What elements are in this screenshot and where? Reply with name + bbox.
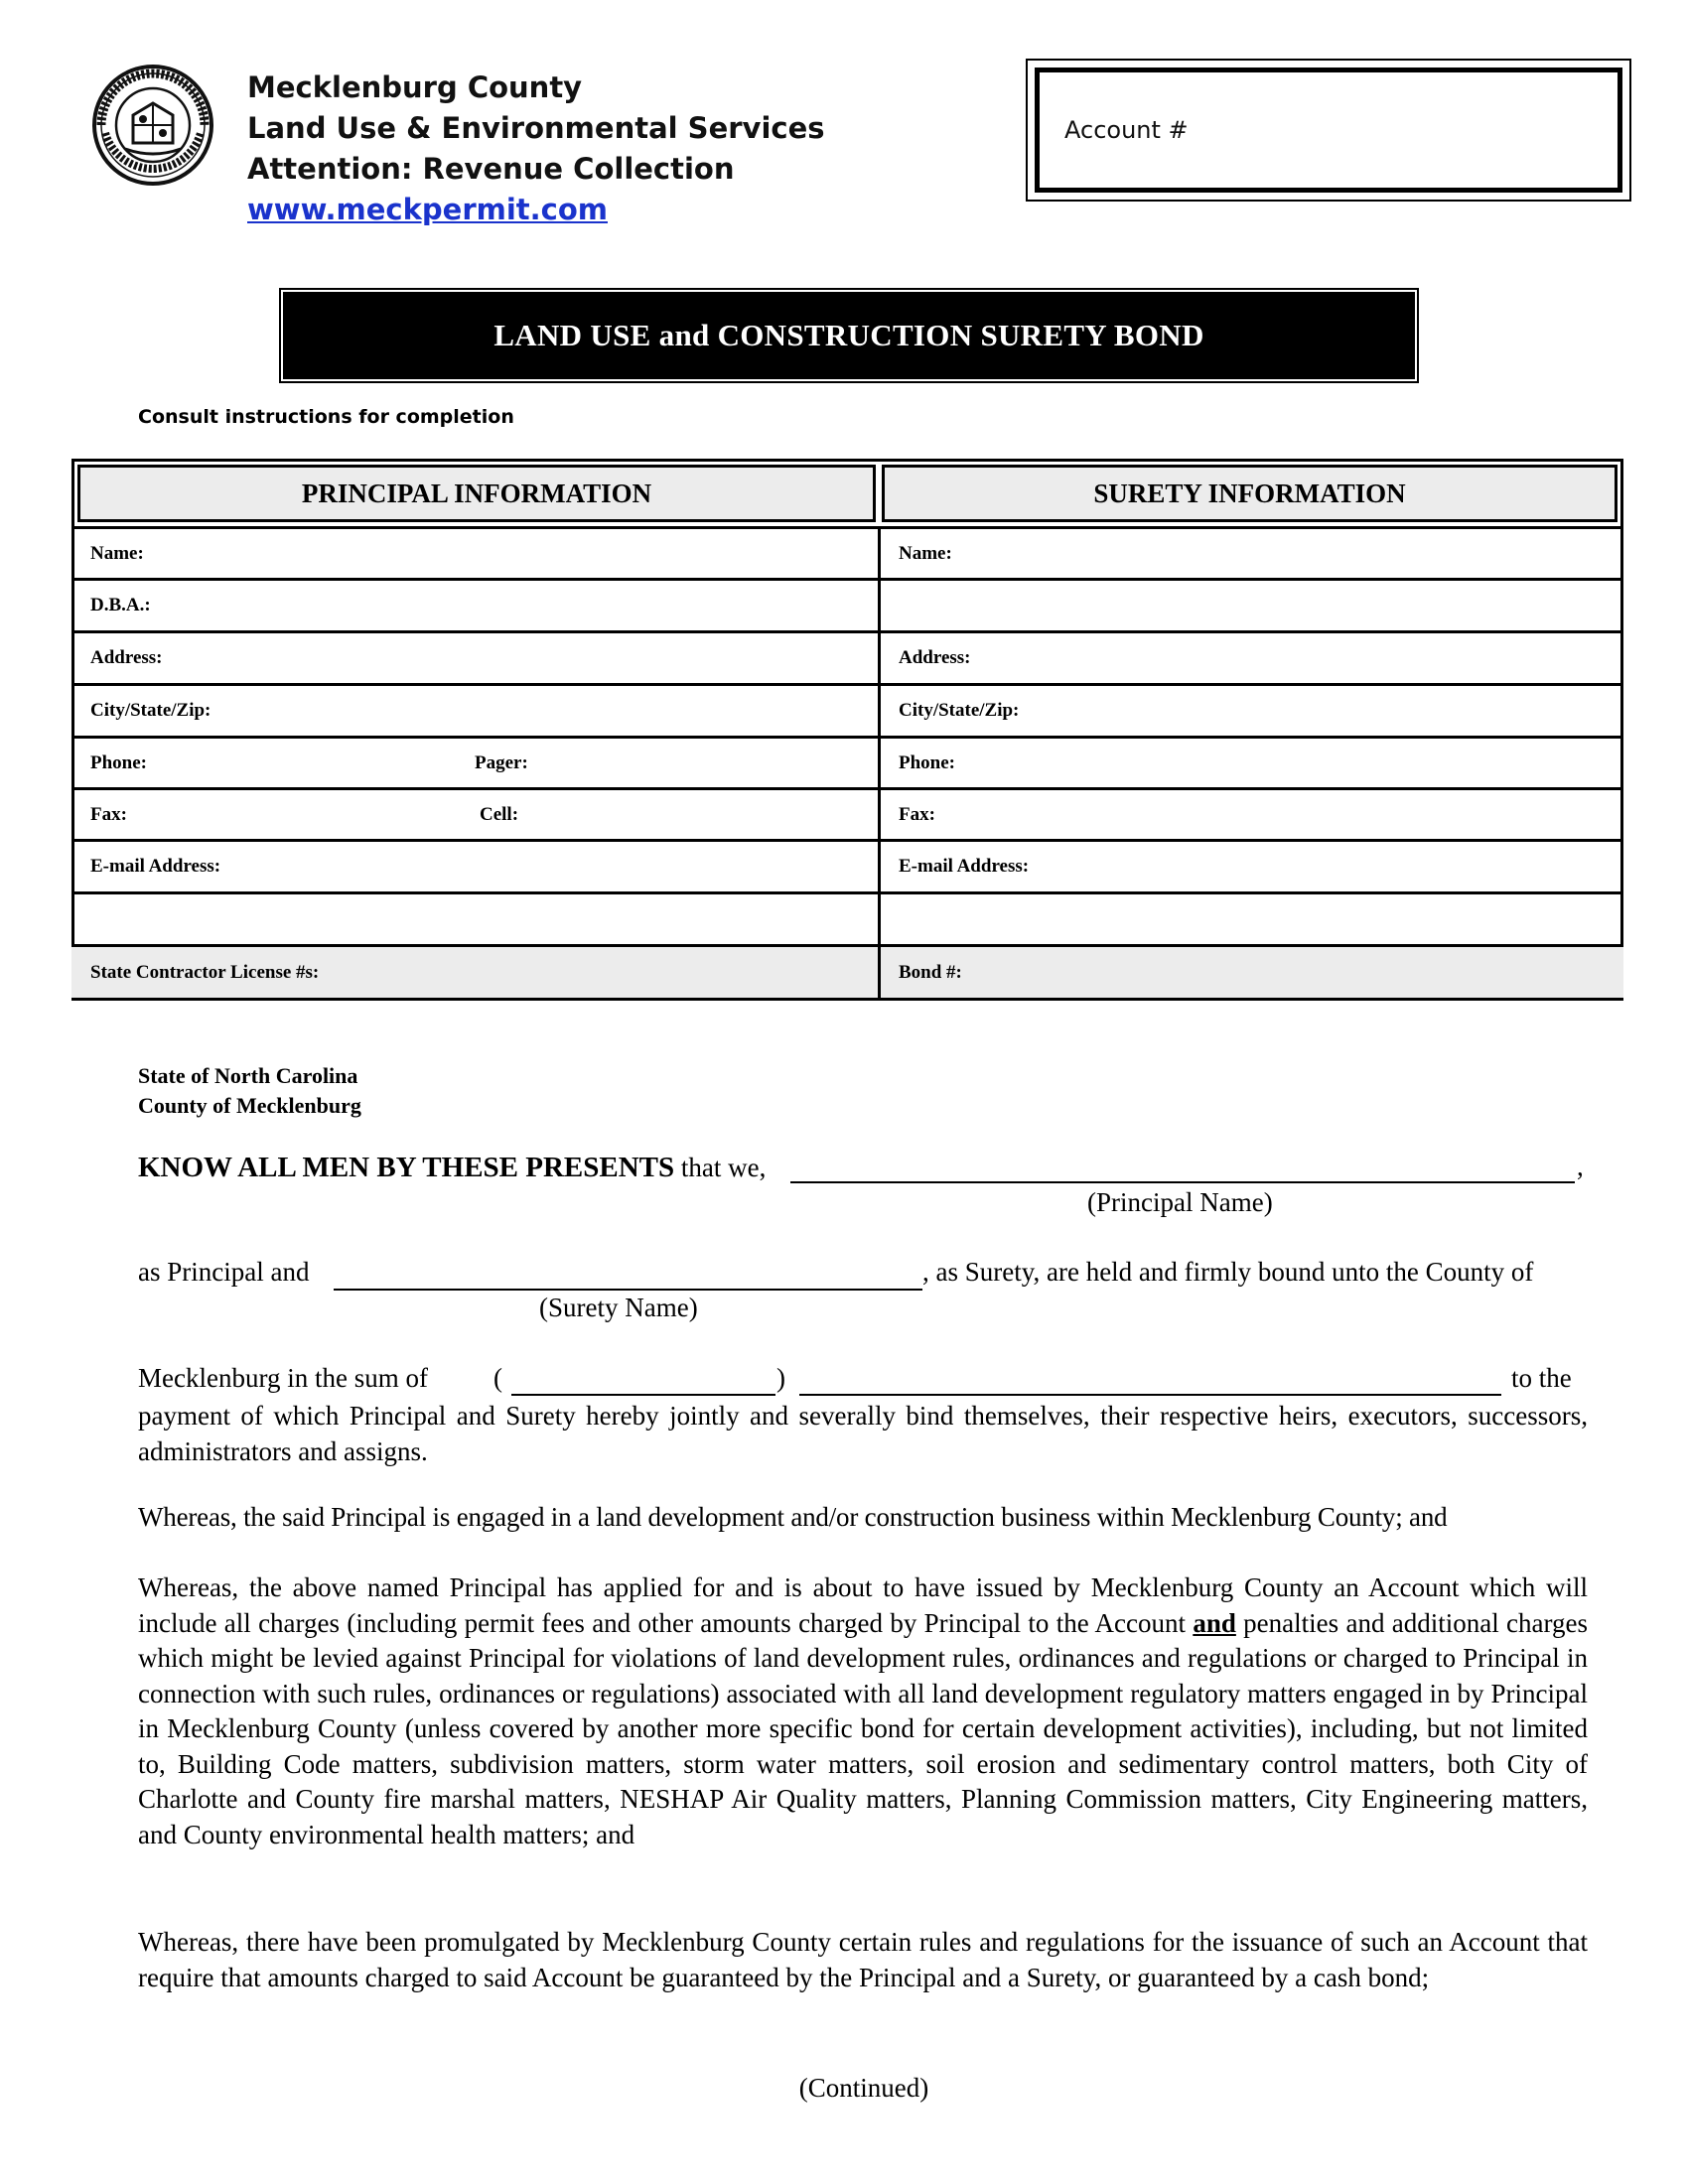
payment-paragraph: payment of which Principal and Surety hereby jointly and severally bind themselves, their respective heirs, executors, successors, administrators and assigns.	[138, 1401, 1588, 1466]
org-name: Mecklenburg County	[247, 70, 583, 104]
form-title-bar	[283, 292, 1415, 379]
bond-number-field[interactable]: Bond #:	[878, 947, 1623, 998]
principal-name-caption: (Principal Name)	[1087, 1187, 1273, 1217]
principal-info-heading: PRINCIPAL INFORMATION	[77, 465, 876, 522]
surety-name-blank[interactable]	[334, 1289, 922, 1291]
account-number-field[interactable]	[1035, 68, 1622, 193]
surety-name-caption: (Surety Name)	[539, 1293, 698, 1322]
that-we-text: that we,	[674, 1153, 767, 1182]
principal-city-state-zip-field[interactable]: City/State/Zip:	[90, 700, 211, 721]
website-link[interactable]: www.meckpermit.com	[247, 193, 608, 226]
surety-email-continued-field[interactable]	[878, 894, 1623, 944]
whereas-paragraph-2: Whereas, the above named Principal has applied for and is about to have issued by Mecklenburg County an Account which will include all charges (including permit fees and other amounts charged by Principal to the Account and penalties and additional charges which might be levied against Principal for violations of land development rules, ordinances and regulations or charged to Principal in connection with such rules, ordinances or regulations) associated with all land development regulatory matters engaged in by Principal in Mecklenburg County (unless covered by another more specific bond for certain development activities), including, but not limited to, Building Code matters, subdivision matters, storm water matters, soil erosion and sedimentary control matters, both City of Charlotte and County fire marshal matters, NESHAP Air Quality matters, Planning Commission matters, City Engineering matters, and County environmental health matters; and	[138, 1572, 1588, 1849]
principal-cell-field[interactable]: Cell:	[480, 803, 519, 825]
whereas-paragraph-1: Whereas, the said Principal is engaged in a land development and/or construction business within Mecklenburg County; and	[138, 1502, 1448, 1532]
form-title: LAND USE and CONSTRUCTION SURETY BOND	[493, 318, 1204, 352]
close-paren: )	[776, 1363, 785, 1393]
as-surety-text: , as Surety, are held and firmly bound unto the County of	[922, 1257, 1534, 1287]
county-name: County of Mecklenburg	[138, 1093, 361, 1118]
open-paren: (	[493, 1363, 502, 1393]
mecklenburg-sum-text: Mecklenburg in the sum of	[138, 1363, 428, 1393]
table-row	[71, 736, 1623, 787]
comma-text: ,	[1577, 1152, 1584, 1181]
as-principal-text: as Principal and	[138, 1257, 310, 1287]
table-row	[71, 944, 1623, 998]
principal-address-field[interactable]: Address:	[90, 647, 163, 668]
principal-name-blank[interactable]	[790, 1181, 1575, 1183]
surety-name-field[interactable]: Name:	[878, 529, 1623, 578]
account-number-box	[1026, 59, 1631, 202]
surety-phone-field[interactable]: Phone:	[878, 739, 1623, 787]
surety-email-field[interactable]: E-mail Address:	[878, 842, 1623, 891]
surety-address-field[interactable]: Address:	[878, 633, 1623, 683]
table-row	[71, 787, 1623, 839]
surety-city-state-zip-field[interactable]: City/State/Zip:	[878, 686, 1623, 736]
table-row	[71, 526, 1623, 578]
principal-email-field[interactable]: E-mail Address:	[90, 856, 221, 877]
to-the-text: to the	[1511, 1363, 1572, 1393]
emphasis-and: and	[1193, 1607, 1236, 1638]
principal-name-field[interactable]: Name:	[90, 542, 144, 564]
org-attention: Attention: Revenue Collection	[247, 152, 735, 186]
principal-pager-field[interactable]: Pager:	[475, 751, 528, 773]
table-row	[71, 891, 1623, 944]
surety-fax-field[interactable]: Fax:	[878, 790, 1623, 839]
continued-note: (Continued)	[798, 2073, 929, 2103]
whereas-paragraph-3: Whereas, there have been promulgated by Mecklenburg County certain rules and regulations for the issuance of such an Account that require that amounts charged to said Account be guaranteed by the Principal and a Surety, or guaranteed by a cash bond;	[138, 1927, 1588, 1992]
jurisdiction-block	[138, 1061, 361, 1121]
organization-block	[247, 68, 825, 230]
table-row	[71, 839, 1623, 891]
table-row	[71, 630, 1623, 683]
county-seal-icon	[91, 64, 214, 187]
surety-info-heading: SURETY INFORMATION	[882, 465, 1618, 522]
table-row	[71, 578, 1623, 630]
org-department: Land Use & Environmental Services	[247, 111, 825, 145]
know-all-men-line	[138, 1152, 766, 1184]
surety-blank-field[interactable]	[878, 581, 1623, 630]
consult-instructions-note: Consult instructions for completion	[138, 406, 514, 428]
sum-words-blank[interactable]	[799, 1394, 1501, 1396]
account-number-label: Account #	[1064, 116, 1189, 144]
sum-amount-blank[interactable]	[511, 1394, 775, 1396]
state-name: State of North Carolina	[138, 1063, 358, 1088]
principal-phone-field[interactable]: Phone: Pager:	[71, 739, 878, 787]
principal-email-continued-field[interactable]	[71, 894, 878, 944]
table-row	[71, 683, 1623, 736]
principal-surety-table	[71, 459, 1623, 1001]
principal-fax-field[interactable]: Fax: Cell:	[71, 790, 878, 839]
principal-dba-field[interactable]: D.B.A.:	[90, 595, 151, 615]
contractor-license-field[interactable]: State Contractor License #s:	[71, 947, 878, 998]
know-all-men-heading: KNOW ALL MEN BY THESE PRESENTS	[138, 1152, 675, 1183]
